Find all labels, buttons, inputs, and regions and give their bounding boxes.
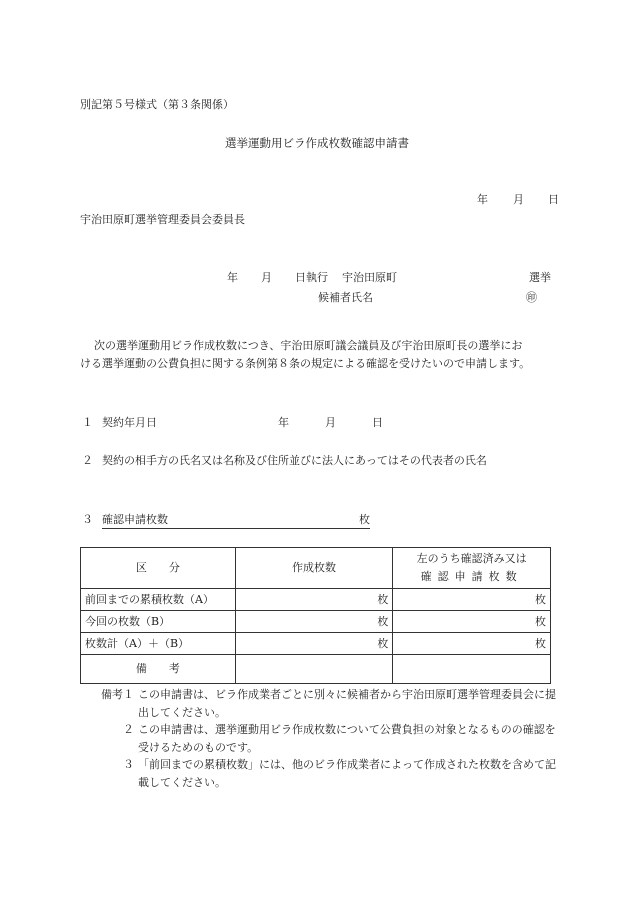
cell-remarks-empty[interactable] — [393, 655, 551, 684]
note-1-text: この申請書は、ビラ作成業者ごとに別々に候補者から宇治田原町選挙管理委員会に提出してください。 — [138, 688, 556, 719]
note-2 — [88, 721, 558, 756]
note-1-number: 備考１ — [101, 688, 134, 701]
table-row-remarks — [81, 655, 551, 684]
row-label-total: 枚数計（A）＋（B） — [81, 633, 236, 655]
cell-unit[interactable]: 枚 — [235, 589, 393, 611]
table-row — [81, 633, 551, 655]
header-category: 区 分 — [81, 548, 236, 589]
item3-label: 確認申請枚数 — [102, 513, 168, 526]
table-row — [81, 589, 551, 611]
item1-day: 日 — [372, 416, 383, 429]
item3-number: ３ — [82, 513, 93, 526]
note-2-text: この申請書は、選挙運動用ビラ作成枚数について公費負担の対象となるものの確認を受けるためのものです。 — [138, 723, 556, 754]
row-label-current: 今回の枚数（B） — [81, 611, 236, 633]
header-created-count: 作成枚数 — [235, 548, 393, 589]
date-month: 月 — [513, 193, 524, 206]
count-table — [80, 547, 551, 684]
table-header-row — [81, 548, 551, 589]
cell-unit[interactable]: 枚 — [235, 633, 393, 655]
cell-unit[interactable]: 枚 — [235, 611, 393, 633]
seal-mark: ㊞ — [526, 291, 537, 304]
candidate-name-label: 候補者氏名 — [318, 291, 373, 304]
item3-unit: 枚 — [359, 513, 370, 526]
item3-field — [102, 513, 370, 529]
form-number: 別記第５号様式（第３条関係） — [80, 98, 234, 111]
item1-label: 契約年月日 — [102, 416, 157, 429]
body-text-line2: ける選挙運動の公費負担に関する条例第８条の規定による確認を受けたいので申請します。 — [80, 357, 531, 370]
row-label-remarks: 備 考 — [81, 655, 236, 684]
note-1 — [88, 686, 558, 721]
note-3-text: 「前回までの累積枚数」には、他のビラ作成業者によって作成された枚数を含めて記載してください。 — [138, 758, 556, 789]
election-day-exec: 日執行 — [295, 271, 328, 284]
row-label-previous: 前回までの累積枚数（A） — [81, 589, 236, 611]
note-3 — [88, 756, 558, 791]
document-title: 選挙運動用ビラ作成枚数確認申請書 — [225, 136, 409, 150]
note-2-number: ２ — [123, 723, 134, 736]
addressee: 宇治田原町選挙管理委員会委員長 — [80, 213, 245, 226]
header-confirmed-count — [393, 548, 551, 589]
cell-unit[interactable]: 枚 — [393, 611, 551, 633]
header-confirmed-line2: 確認申請枚数 — [420, 570, 523, 583]
cell-unit[interactable]: 枚 — [393, 633, 551, 655]
date-day: 日 — [548, 193, 559, 206]
date-year: 年 — [477, 193, 488, 206]
item1-number: １ — [82, 416, 93, 429]
item2-label: 契約の相手方の氏名又は名称及び住所並びに法人にあってはその代表者の氏名 — [102, 454, 487, 467]
item2-number: ２ — [82, 454, 93, 467]
cell-unit[interactable]: 枚 — [393, 589, 551, 611]
item1-year: 年 — [278, 416, 289, 429]
item1-month: 月 — [325, 416, 336, 429]
election-town: 宇治田原町 — [342, 271, 397, 284]
notes-section — [88, 686, 558, 791]
election-year: 年 — [227, 271, 238, 284]
header-confirmed-line1: 左のうち確認済み又は — [416, 552, 527, 565]
election-suffix: 選挙 — [529, 271, 551, 284]
body-text-line1: 次の選挙運動用ビラ作成枚数につき、宇治田原町議会議員及び宇治田原町長の選挙にお — [94, 339, 523, 352]
note-3-number: ３ — [123, 758, 134, 771]
election-month: 月 — [261, 271, 272, 284]
cell-remarks-empty[interactable] — [235, 655, 393, 684]
table-row — [81, 611, 551, 633]
